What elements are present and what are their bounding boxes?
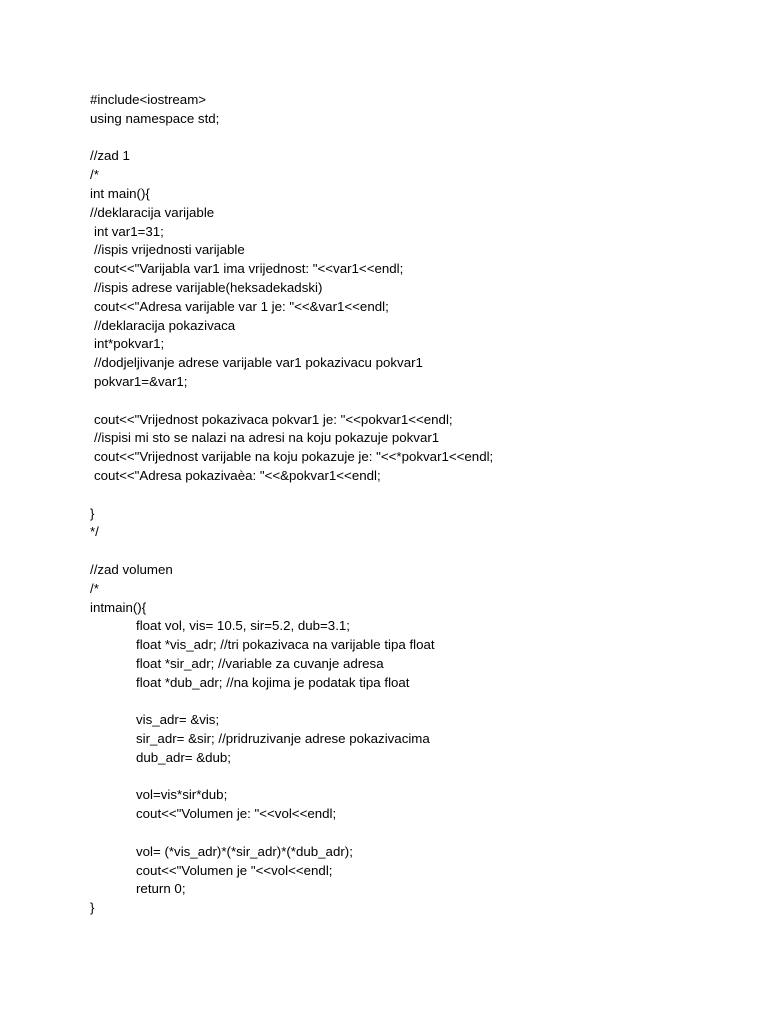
code-line: using namespace std;	[90, 110, 220, 126]
blank-line	[90, 693, 730, 712]
code-line: pokvar1=&var1;	[94, 373, 188, 389]
code-line: float *sir_adr; //variable za cuvanje adresa	[136, 655, 384, 671]
code-line: int*pokvar1;	[94, 336, 165, 352]
code-line: vol= (*vis_adr)*(*sir_adr)*(*dub_adr);	[136, 843, 353, 859]
code-line: //zad 1	[90, 148, 130, 164]
blank-line	[90, 486, 730, 505]
code-line: }	[90, 505, 95, 521]
code-line: /*	[90, 167, 99, 183]
code-line: //dodjeljivanje adrese varijable var1 pokazivacu pokvar1	[94, 355, 423, 371]
code-line: float *vis_adr; //tri pokazivaca na varijable tipa float	[136, 637, 435, 653]
code-line: //deklaracija varijable	[90, 204, 215, 220]
code-line: /*	[90, 580, 99, 596]
blank-line	[90, 129, 730, 148]
code-line: float *dub_adr; //na kojima je podatak tipa float	[136, 674, 410, 690]
code-line: //ispis adrese varijable(heksadekadski)	[94, 279, 323, 295]
code-line: int var1=31;	[94, 223, 164, 239]
code-line: float vol, vis= 10.5, sir=5.2, dub=3.1;	[136, 618, 350, 634]
blank-line	[90, 768, 730, 787]
code-text-block	[90, 91, 730, 918]
code-line: dub_adr= &dub;	[136, 749, 232, 765]
code-line: //ispis vrijednosti varijable	[94, 242, 245, 258]
code-line: cout<<"Volumen je: "<<vol<<endl;	[136, 806, 337, 822]
code-line: cout<<"Volumen je "<<vol<<endl;	[136, 862, 333, 878]
blank-line	[90, 542, 730, 561]
code-line: vol=vis*sir*dub;	[136, 787, 228, 803]
code-line: cout<<"Vrijednost pokazivaca pokvar1 je: "<<pokvar1<<endl;	[94, 411, 453, 427]
code-line: #include<iostream>	[90, 92, 207, 107]
code-line: }	[90, 900, 95, 916]
code-line: //ispisi mi sto se nalazi na adresi na koju pokazuje pokvar1	[94, 430, 440, 446]
code-line: intmain(){	[90, 599, 147, 615]
code-line: */	[90, 524, 99, 540]
code-line: vis_adr= &vis;	[136, 712, 220, 728]
code-line: //zad volumen	[90, 561, 173, 577]
code-line: int main(){	[90, 185, 150, 201]
blank-line	[90, 824, 730, 843]
code-line: sir_adr= &sir; //pridruzivanje adrese pokazivacima	[136, 731, 430, 747]
code-line: cout<<"Vrijednost varijable na koju pokazuje je: "<<*pokvar1<<endl;	[94, 449, 494, 465]
code-line: cout<<"Adresa pokazivaèa: "<<&pokvar1<<endl;	[94, 467, 381, 483]
code-line: return 0;	[136, 881, 186, 897]
blank-line	[90, 392, 730, 411]
code-line: cout<<"Adresa varijable var 1 je: "<<&var1<<endl;	[94, 298, 389, 314]
code-line: cout<<"Varijabla var1 ima vrijednost: "<<var1<<endl;	[94, 261, 404, 277]
code-line: //deklaracija pokazivaca	[94, 317, 236, 333]
